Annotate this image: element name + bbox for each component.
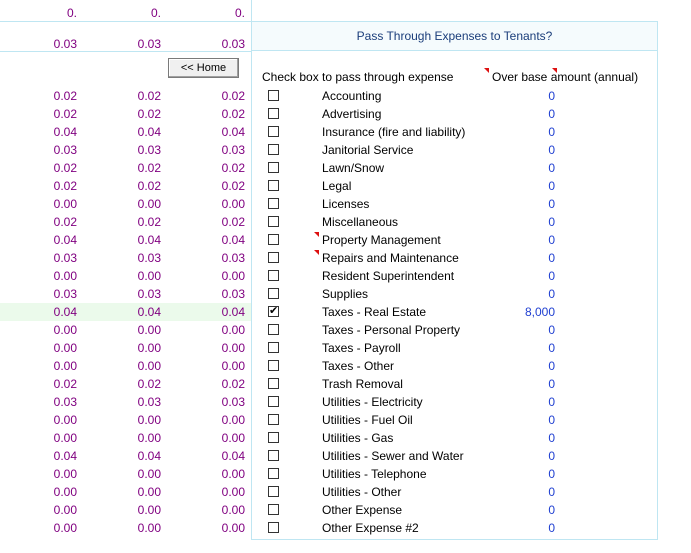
amount-value[interactable]: 0 [548, 197, 555, 211]
cell: 0.00 [221, 521, 245, 535]
cell: 0.00 [137, 413, 161, 427]
pass-through-checkbox[interactable] [268, 288, 279, 299]
cell: 0.00 [137, 323, 161, 337]
cell: 0.00 [221, 359, 245, 373]
pass-through-checkbox[interactable] [268, 450, 279, 461]
expense-label: Utilities - Fuel Oil [322, 413, 413, 427]
amount-value[interactable]: 0 [548, 107, 555, 121]
cell: 0.04 [53, 305, 77, 319]
home-button[interactable]: << Home [168, 58, 239, 78]
cell: 0.00 [53, 485, 77, 499]
table-row [0, 87, 691, 105]
table-row [0, 321, 691, 339]
expense-label: Utilities - Gas [322, 431, 394, 445]
amount-value[interactable]: 0 [548, 215, 555, 229]
cell: 0.03 [137, 37, 161, 51]
pass-through-checkbox[interactable] [268, 126, 279, 137]
amount-value[interactable]: 0 [548, 143, 555, 157]
amount-value[interactable]: 0 [548, 341, 555, 355]
cell: 0.03 [221, 143, 245, 157]
cell: 0.02 [137, 215, 161, 229]
amount-value[interactable]: 0 [548, 161, 555, 175]
cell: 0.02 [221, 89, 245, 103]
cell: 0. [66, 6, 77, 20]
amount-value[interactable]: 0 [548, 287, 555, 301]
amount-value[interactable]: 0 [548, 269, 555, 283]
cell: 0.00 [221, 485, 245, 499]
table-row [0, 519, 691, 537]
comment-indicator-icon [552, 68, 557, 73]
cell: 0.03 [137, 287, 161, 301]
table-row [0, 357, 691, 375]
amount-value[interactable]: 0 [548, 359, 555, 373]
table-row [0, 375, 691, 393]
pass-through-checkbox[interactable] [268, 324, 279, 335]
cell: 0.04 [53, 449, 77, 463]
cell: 0.02 [53, 89, 77, 103]
cell: 0.03 [137, 395, 161, 409]
pass-through-checkbox[interactable] [268, 414, 279, 425]
expense-label: Accounting [322, 89, 382, 103]
cell: 0.02 [53, 107, 77, 121]
amount-value[interactable]: 0 [548, 521, 555, 535]
table-row [0, 393, 691, 411]
cell: 0.04 [221, 233, 245, 247]
cell: 0.00 [221, 323, 245, 337]
cell: 0.00 [53, 467, 77, 481]
cell: 0.04 [137, 233, 161, 247]
table-row [0, 303, 691, 321]
table-row [0, 141, 691, 159]
pass-through-checkbox[interactable] [268, 432, 279, 443]
pass-through-checkbox[interactable] [268, 234, 279, 245]
header-title: Pass Through Expenses to Tenants? [356, 29, 553, 43]
table-row [0, 231, 691, 249]
check-column-header: Check box to pass through expense [262, 70, 454, 84]
cell: 0.03 [53, 287, 77, 301]
amount-value[interactable]: 0 [548, 413, 555, 427]
cell: 0.00 [53, 521, 77, 535]
cell: 0.02 [137, 107, 161, 121]
cell: 0.04 [221, 449, 245, 463]
table-row [0, 123, 691, 141]
pass-through-checkbox[interactable] [268, 270, 279, 281]
expense-label: Trash Removal [322, 377, 403, 391]
table-row [0, 195, 691, 213]
cell: 0.02 [53, 179, 77, 193]
cell: 0.00 [137, 503, 161, 517]
comment-indicator-icon [314, 232, 319, 237]
cell: 0.03 [53, 143, 77, 157]
expense-label: Taxes - Other [322, 359, 395, 373]
amount-value[interactable]: 0 [548, 431, 555, 445]
expense-label: Property Management [322, 233, 441, 247]
pass-through-checkbox[interactable] [268, 504, 279, 515]
cell: 0.00 [221, 197, 245, 211]
table-row [0, 411, 691, 429]
expense-label: Licenses [322, 197, 370, 211]
cell: 0.00 [137, 431, 161, 445]
cell: 0.00 [221, 413, 245, 427]
cell: 0.04 [53, 125, 77, 139]
expense-label: Resident Superintendent [322, 269, 455, 283]
cell: 0.00 [221, 431, 245, 445]
table-row [0, 267, 691, 285]
table-row [0, 483, 691, 501]
pass-through-checkbox[interactable] [268, 468, 279, 479]
pass-through-checkbox[interactable] [268, 216, 279, 227]
amount-value[interactable]: 0 [548, 449, 555, 463]
cell: 0.03 [53, 37, 77, 51]
cell: 0.02 [221, 161, 245, 175]
table-row [0, 105, 691, 123]
amount-value[interactable]: 0 [548, 251, 555, 265]
pass-through-checkbox[interactable]: ✔ [269, 305, 279, 317]
expense-label: Miscellaneous [322, 215, 399, 229]
cell: 0.00 [137, 341, 161, 355]
cell: 0.00 [53, 503, 77, 517]
cell: 0.02 [221, 377, 245, 391]
amount-value[interactable]: 0 [548, 377, 555, 391]
cell: 0.04 [221, 125, 245, 139]
pass-through-checkbox[interactable] [268, 144, 279, 155]
amount-value[interactable]: 0 [548, 395, 555, 409]
expense-label: Taxes - Payroll [322, 341, 401, 355]
cell: 0.02 [137, 179, 161, 193]
cell: 0.00 [221, 503, 245, 517]
cell: 0.04 [137, 449, 161, 463]
expense-label: Other Expense #2 [322, 521, 419, 535]
cell: 0.00 [137, 485, 161, 499]
table-row [0, 285, 691, 303]
cell: 0. [150, 6, 161, 20]
pass-through-checkbox[interactable] [268, 360, 279, 371]
cell: 0.00 [53, 323, 77, 337]
cell: 0.03 [221, 287, 245, 301]
cell: 0.00 [137, 467, 161, 481]
expense-label: Utilities - Electricity [322, 395, 423, 409]
amount-value[interactable]: 0 [548, 467, 555, 481]
pass-through-checkbox[interactable] [268, 252, 279, 263]
pass-through-checkbox[interactable] [268, 342, 279, 353]
cell: 0.02 [137, 377, 161, 391]
cell: 0.02 [137, 89, 161, 103]
expense-label: Advertising [322, 107, 382, 121]
pass-through-checkbox[interactable] [268, 522, 279, 533]
cell: 0.00 [137, 269, 161, 283]
cell: 0.00 [137, 521, 161, 535]
cell: 0.00 [53, 359, 77, 373]
amount-value[interactable]: 0 [548, 323, 555, 337]
cell: 0.00 [53, 341, 77, 355]
cell: 0.00 [221, 467, 245, 481]
cell: 0.04 [221, 305, 245, 319]
cell: 0.03 [137, 251, 161, 265]
cell: 0.02 [137, 161, 161, 175]
pass-through-checkbox[interactable] [268, 378, 279, 389]
cell: 0.02 [53, 377, 77, 391]
cell: 0.03 [221, 395, 245, 409]
pass-through-checkbox[interactable] [268, 108, 279, 119]
table-row [0, 465, 691, 483]
expense-label: Taxes - Real Estate [322, 305, 427, 319]
expense-label: Janitorial Service [322, 143, 414, 157]
table-row [0, 429, 691, 447]
cell: 0.03 [53, 395, 77, 409]
pass-through-checkbox[interactable] [268, 198, 279, 209]
comment-indicator-icon [484, 68, 489, 73]
cell: 0.00 [221, 341, 245, 355]
cell: 0.04 [137, 125, 161, 139]
expense-label: Insurance (fire and liability) [322, 125, 466, 139]
comment-indicator-icon [314, 250, 319, 255]
expense-label: Supplies [322, 287, 369, 301]
amount-value[interactable]: 0 [548, 179, 555, 193]
left-separator [0, 21, 251, 22]
table-row [0, 159, 691, 177]
expense-label: Repairs and Maintenance [322, 251, 459, 265]
expense-label: Lawn/Snow [322, 161, 385, 175]
pass-through-checkbox[interactable] [268, 486, 279, 497]
amount-value[interactable]: 8,000 [524, 305, 555, 319]
table-row [0, 213, 691, 231]
amount-value[interactable]: 0 [548, 89, 555, 103]
table-row [0, 177, 691, 195]
amount-value[interactable]: 0 [548, 233, 555, 247]
cell: 0.04 [137, 305, 161, 319]
amount-value[interactable]: 0 [548, 125, 555, 139]
cell: 0.00 [137, 197, 161, 211]
left-separator-2 [0, 51, 251, 52]
cell: 0.02 [53, 161, 77, 175]
cell: 0.04 [53, 233, 77, 247]
cell: 0.00 [53, 197, 77, 211]
table-row [0, 501, 691, 519]
cell: 0.02 [221, 179, 245, 193]
cell: 0.03 [53, 251, 77, 265]
cell: 0.02 [221, 107, 245, 121]
cell: 0.00 [221, 269, 245, 283]
pass-through-header [252, 21, 657, 51]
cell: 0.02 [221, 215, 245, 229]
cell: 0.00 [53, 413, 77, 427]
cell: 0.00 [53, 269, 77, 283]
amount-column-header: Over base amount (annual) [492, 70, 639, 84]
expense-label: Legal [322, 179, 352, 193]
expense-label: Taxes - Personal Property [322, 323, 461, 337]
amount-value[interactable]: 0 [548, 503, 555, 517]
pass-through-checkbox[interactable] [268, 90, 279, 101]
cell: 0. [234, 6, 245, 20]
amount-value[interactable]: 0 [548, 485, 555, 499]
expense-label: Utilities - Telephone [322, 467, 427, 481]
cell: 0.00 [137, 359, 161, 373]
table-row [0, 447, 691, 465]
pass-through-checkbox[interactable] [268, 162, 279, 173]
cell: 0.03 [221, 251, 245, 265]
pass-through-checkbox[interactable] [268, 180, 279, 191]
bottom-border [252, 539, 658, 540]
table-row [0, 249, 691, 267]
cell: 0.03 [137, 143, 161, 157]
expense-label: Utilities - Sewer and Water [322, 449, 464, 463]
pass-through-checkbox[interactable] [268, 396, 279, 407]
expense-label: Other Expense [322, 503, 403, 517]
expense-label: Utilities - Other [322, 485, 402, 499]
cell: 0.03 [221, 37, 245, 51]
cell: 0.00 [53, 431, 77, 445]
table-row [0, 339, 691, 357]
cell: 0.02 [53, 215, 77, 229]
